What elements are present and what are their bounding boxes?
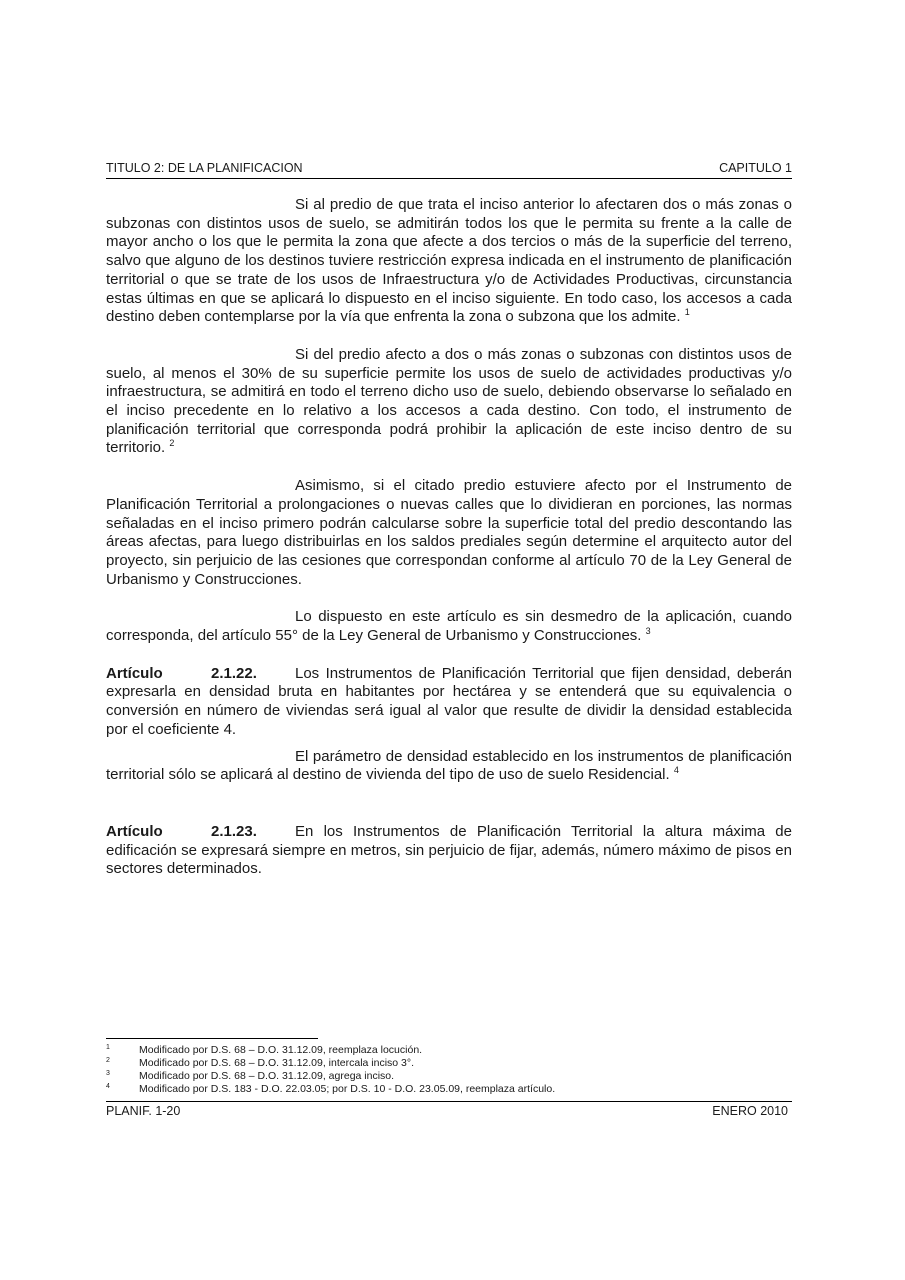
header-title: TITULO 2: DE LA PLANIFICACION — [106, 161, 303, 175]
header-chapter: CAPITULO 1 — [719, 161, 792, 175]
footnote-2: 2 Modificado por D.S. 68 – D.O. 31.12.09, intercala inciso 3°. — [106, 1057, 415, 1069]
footnote-ref-2[interactable]: 2 — [169, 438, 175, 449]
paragraph-3: Asimismo, si el citado predio estuviere afecto por el Instrumento de Planificación Territorial a prolongaciones o nuevas calles que lo dividieran en porciones, las normas señaladas en el inciso primero podrán calcularse sobre la superficie total del predio descontando las áreas afectas, para luego distribuirlas en los saldos prediales según determine el arquitecto autor del proyecto, sin perjuicio de las cesiones que correspondan conforme al artículo 70 de la Ley General de Urbanismo y Construcciones. — [106, 477, 792, 588]
article-label: Artículo — [106, 664, 163, 682]
paragraph-1: Si al predio de que trata el inciso anterior lo afectaren dos o más zonas o subzonas con distintos usos de suelo, se admitirán todos los que le permita su frente a la calle de mayor ancho o los que le permita la zona que afecte a dos tercios o más de la superficie del terreno, salvo que alguno de los destinos tuviere restricción expresa indicada en el instrumento de planificación territorial o que se trate de los usos de Infraestructura y/o de Actividades Productivas, circunstancia estas últimas en que se aplicará lo dispuesto en el inciso siguiente. En todo caso, los accesos a cada destino deben contemplarse por la vía que enfrenta la zona o subzona que los admite. $^1$ — [106, 196, 792, 326]
footnote-1: 1 Modificado por D.S. 68 – D.O. 31.12.09, reemplaza locución. — [106, 1044, 423, 1056]
article-2-1-22-paragraph-2: El parámetro de densidad establecido en los instrumentos de planificación territorial sólo se aplicará al destino de vivienda del tipo de uso de suelo Residencial. $^4$ — [106, 747, 792, 784]
document-page — [106, 0, 792, 1280]
article-number: 2.1.22. — [211, 664, 257, 682]
paragraph-2: Si del predio afecto a dos o más zonas o subzonas con distintos usos de suelo, al menos el 30% de su superficie permite los usos de suelo de actividades productivas y/o infraestructura, se admitirá en todo el terreno dicho uso de suelo, debiendo observarse lo señalado en el inciso precedente en lo relativo a los accesos a cada destino. Con todo, el instrumento de planificación territorial que corresponda podrá prohibir la aplicación de este inciso dentro de su territorio. $^2$ — [106, 345, 792, 457]
article-2-1-23 — [106, 823, 792, 879]
footnote-3: 3 Modificado por D.S. 68 – D.O. 31.12.09, agrega inciso. — [106, 1070, 395, 1082]
footer-page-number: PLANIF. 1-20 — [106, 1104, 181, 1118]
article-label: Artículo — [106, 822, 163, 840]
page-header — [106, 161, 792, 179]
page-footer — [106, 1101, 792, 1118]
article-2-1-22 — [106, 665, 792, 740]
paragraph-4: Lo dispuesto en este artículo es sin desmedro de la aplicación, cuando corresponda, del artículo 55° de la Ley General de Urbanismo y Construcciones. $^3$ — [106, 608, 792, 645]
footnotes — [106, 1044, 792, 1096]
footnote-separator — [106, 1038, 318, 1039]
article-text: Los Instrumentos de Planificación Territorial que fijen densidad, deberán expresarla en densidad bruta en habitantes por hectárea y se entenderá que su equivalencia o conversión en número de viviendas será igual al valor que resulte de dividir la densidad establecida por el coeficiente 4. — [106, 664, 792, 738]
document-body — [106, 196, 792, 879]
footer-date: ENERO 2010 — [712, 1104, 788, 1118]
footnote-4: 4 Modificado por D.S. 183 - D.O. 22.03.05; por D.S. 10 - D.O. 23.05.09, reemplaza artículo. — [106, 1083, 556, 1095]
footnote-ref-3[interactable]: 3 — [645, 626, 651, 637]
article-number: 2.1.23. — [211, 822, 257, 840]
article-text: En los Instrumentos de Planificación Territorial la altura máxima de edificación se expresará siempre en metros, sin perjuicio de fijar, además, número máximo de pisos en sectores determinados. — [106, 822, 792, 878]
footnote-ref-1[interactable]: 1 — [684, 307, 690, 318]
footnote-ref-4[interactable]: 4 — [673, 765, 679, 776]
